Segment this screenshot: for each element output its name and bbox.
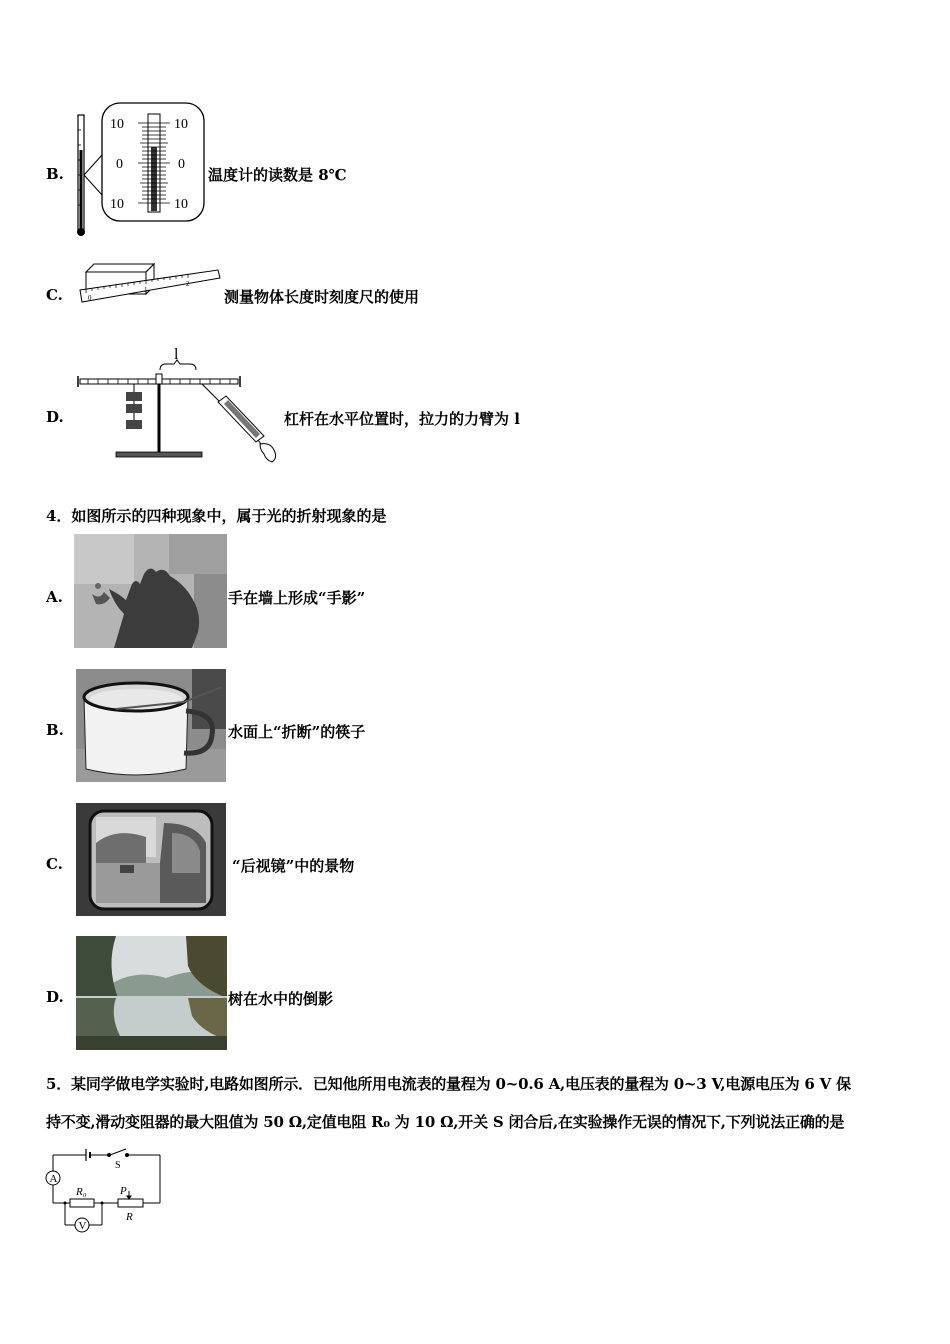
ruler-figure <box>72 258 224 312</box>
thermometer-figure <box>70 100 210 240</box>
slider-label: P <box>120 1185 127 1197</box>
q4-option-d-text: 树在水中的倒影 <box>228 990 334 1008</box>
ammeter-label: A <box>49 1173 58 1185</box>
rheostat-label: R <box>126 1211 133 1223</box>
r0-label: R₀ <box>76 1186 87 1198</box>
q3-option-b-letter: B. <box>46 165 64 183</box>
thermo-scale-mid-left: 0 <box>116 157 123 172</box>
rearview-mirror-photo <box>76 803 226 916</box>
q3-option-c-letter: C. <box>46 286 63 304</box>
q4-option-c-letter: C. <box>46 855 63 873</box>
q4-option-a-letter: A. <box>46 588 63 606</box>
ruler-label-2: 2 <box>186 280 190 288</box>
q5-stem-line1: 5．某同学做电学实验时,电路如图所示．已知他所用电流表的量程为 0~0.6 A,电压表的量程为 0~3 V,电源电压为 6 V 保 <box>46 1075 851 1093</box>
voltmeter-label: V <box>78 1220 87 1232</box>
q4-option-c-text: “后视镜”中的景物 <box>232 857 355 875</box>
q4-option-d-letter: D. <box>46 988 64 1006</box>
hand-shadow-photo <box>74 534 227 648</box>
switch-label: S <box>115 1160 121 1171</box>
ruler-label-0: 0 <box>88 294 92 302</box>
q4-option-a-text: 手在墙上形成“手影” <box>228 589 366 607</box>
q3-option-d-text: 杠杆在水平位置时，拉力的力臂为 l <box>284 410 520 428</box>
q3-option-c-text: 测量物体长度时刻度尺的使用 <box>224 288 420 306</box>
thermo-scale-top-right: 10 <box>174 117 188 132</box>
q4-stem: 4．如图所示的四种现象中，属于光的折射现象的是 <box>46 507 387 525</box>
q3-option-b-text: 温度计的读数是 8℃ <box>208 166 347 184</box>
q4-option-b-letter: B. <box>46 721 64 739</box>
circuit-diagram <box>40 1143 170 1238</box>
q4-option-b-text: 水面上“折断”的筷子 <box>228 723 366 741</box>
thermo-scale-bot-left: 10 <box>110 197 124 212</box>
q5-stem-line2: 持不变,滑动变阻器的最大阻值为 50 Ω,定值电阻 R₀ 为 10 Ω,开关 S 闭合后,在实验操作无误的情况下,下列说法正确的是 <box>46 1113 845 1131</box>
lever-arm-label: l <box>174 346 179 363</box>
thermo-scale-mid-right: 0 <box>178 157 185 172</box>
tree-reflection-photo <box>76 936 227 1050</box>
lever-figure <box>74 342 284 466</box>
thermo-scale-top-left: 10 <box>110 117 124 132</box>
ruler-label-1: 1 <box>144 286 148 294</box>
thermo-scale-bot-right: 10 <box>174 197 188 212</box>
q3-option-d-letter: D. <box>46 408 64 426</box>
bent-chopstick-photo <box>76 669 226 782</box>
